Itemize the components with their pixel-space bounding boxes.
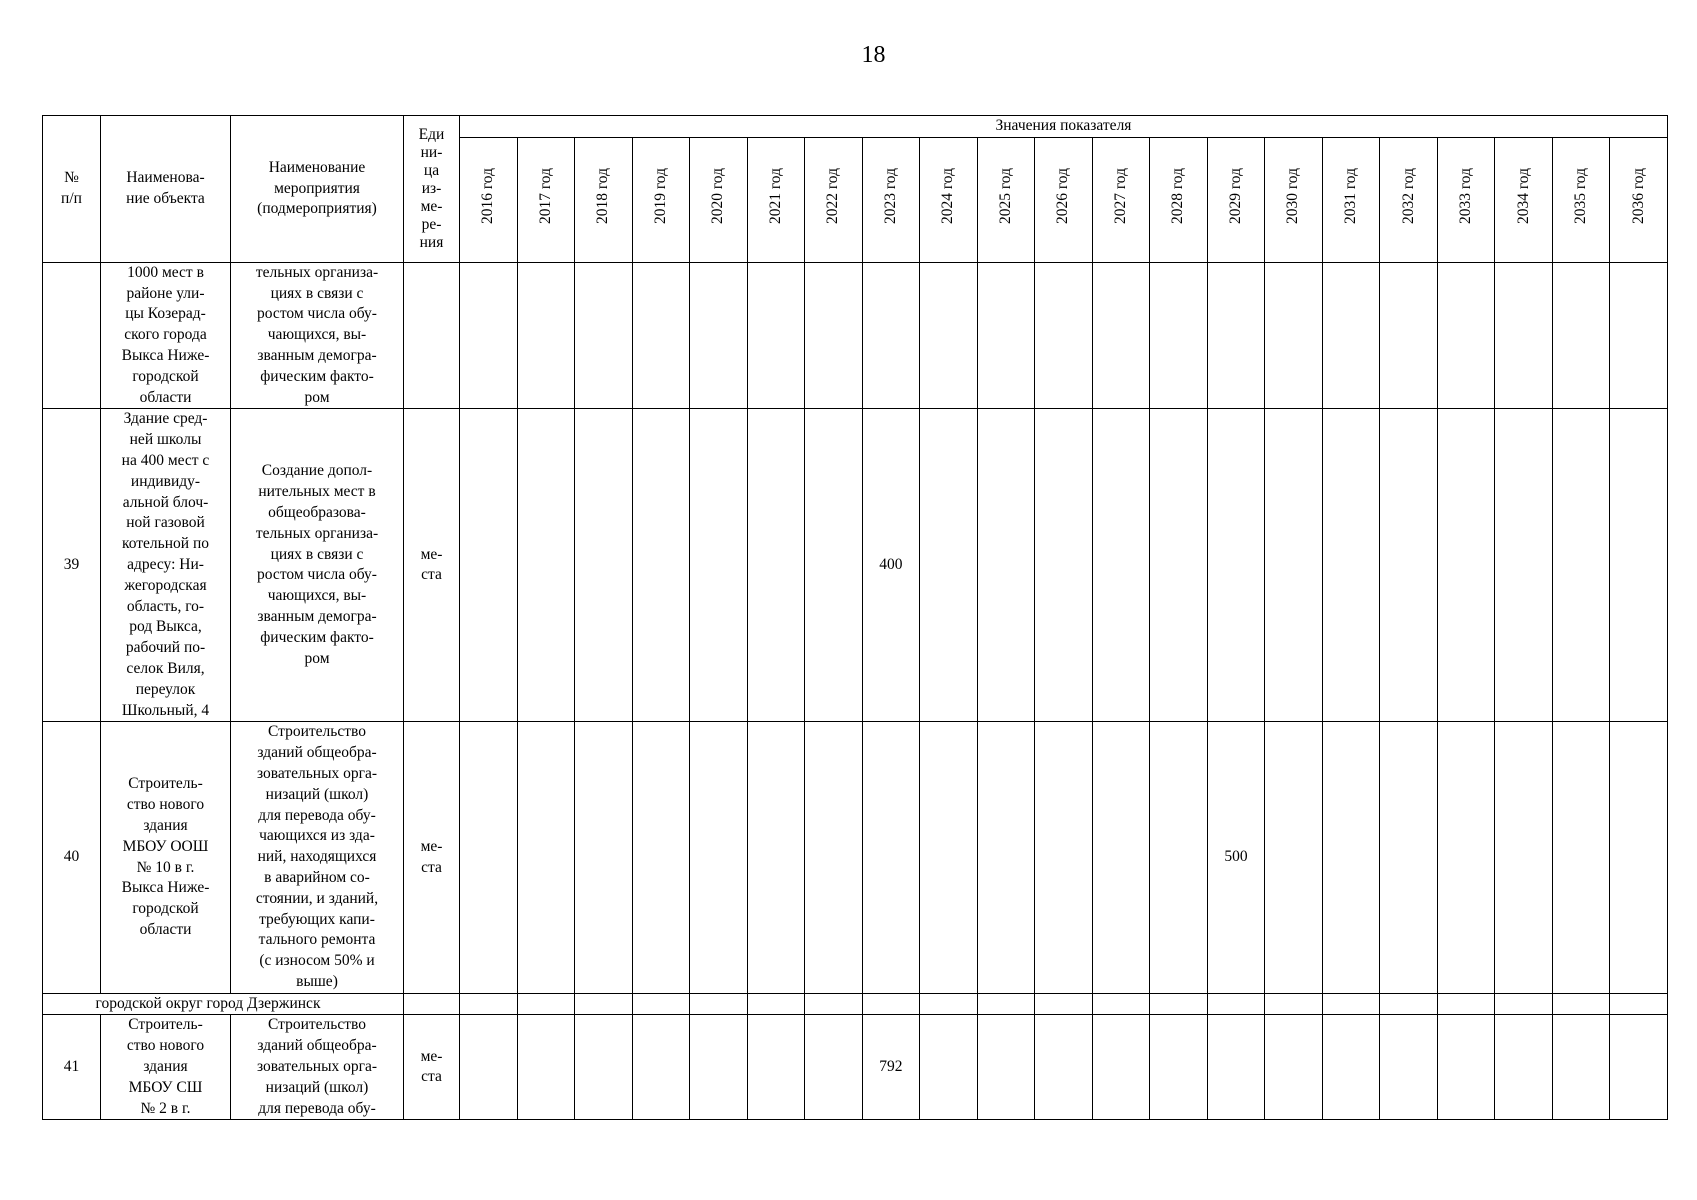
table-row <box>43 722 1668 993</box>
row-measure-line: Строительство <box>268 723 366 741</box>
row-object-line: МБОУ ООШ <box>122 837 209 855</box>
row-object-line: ство нового <box>126 796 205 814</box>
header-unit-line: ца <box>423 161 440 179</box>
row-measure <box>231 1015 404 1120</box>
year-header <box>1380 137 1438 262</box>
row-object-line: городской <box>132 900 199 918</box>
row-measure-line: званным демогра- <box>257 607 377 625</box>
year-value <box>1610 1015 1668 1120</box>
year-value <box>1207 262 1265 409</box>
year-header <box>690 137 748 262</box>
year-value <box>1265 722 1323 993</box>
row-num: 41 <box>43 1015 101 1120</box>
row-measure-line: в аварийном со- <box>264 868 370 886</box>
year-value <box>1035 722 1093 993</box>
section-year-cell <box>1495 993 1553 1015</box>
row-object-line: области <box>139 388 192 406</box>
header-unit-line: ре- <box>421 215 442 233</box>
header-values-title: Значения показателя <box>460 116 1668 138</box>
year-label: 2017 год <box>536 168 554 225</box>
header-measure <box>231 116 404 263</box>
year-value <box>1322 262 1380 409</box>
row-num: 40 <box>43 722 101 993</box>
row-object-line: переулок <box>135 680 196 698</box>
section-year-cell <box>1035 993 1093 1015</box>
year-value <box>517 409 575 722</box>
section-year-cell <box>1265 993 1323 1015</box>
year-label: 2032 год <box>1399 168 1417 225</box>
year-value <box>1552 722 1610 993</box>
row-measure-line: чающихся, вы- <box>267 326 367 344</box>
row-num: 39 <box>43 409 101 722</box>
table-row <box>43 409 1668 722</box>
row-measure-line: Создание допол- <box>261 462 373 480</box>
year-value <box>460 722 518 993</box>
row-object-line: ной газовой <box>126 514 205 532</box>
year-header <box>632 137 690 262</box>
row-object <box>101 262 231 409</box>
header-row <box>43 116 1668 138</box>
row-object-line: № 10 в г. <box>136 858 195 876</box>
section-year-cell <box>977 993 1035 1015</box>
header-num-line: п/п <box>61 189 82 207</box>
year-header <box>517 137 575 262</box>
year-label: 2035 год <box>1572 168 1590 225</box>
year-value <box>805 722 863 993</box>
year-label: 2034 год <box>1514 168 1532 225</box>
year-value <box>920 722 978 993</box>
row-measure-line: зовательных орга- <box>256 1058 378 1076</box>
year-header <box>1150 137 1208 262</box>
section-year-cell <box>1552 993 1610 1015</box>
table-row <box>43 1015 1668 1120</box>
row-measure <box>231 262 404 409</box>
row-unit-line: ме- <box>420 837 443 855</box>
row-measure-line: циях в связи с <box>270 284 364 302</box>
year-header <box>1610 137 1668 262</box>
row-object-line: Школьный, 4 <box>121 701 210 719</box>
year-value <box>1150 409 1208 722</box>
year-value <box>1495 262 1553 409</box>
section-year-cell <box>747 993 805 1015</box>
year-label: 2025 год <box>996 168 1014 225</box>
year-label: 2024 год <box>939 168 957 225</box>
year-header <box>920 137 978 262</box>
row-object-line: Строитель- <box>128 775 203 793</box>
row-object-line: Здание сред- <box>123 410 208 428</box>
year-header <box>460 137 518 262</box>
section-year-cell <box>632 993 690 1015</box>
row-measure-line: общеобразова- <box>268 503 366 521</box>
year-value <box>1035 262 1093 409</box>
year-value <box>1150 722 1208 993</box>
row-measure-line: тельных организа- <box>255 263 379 281</box>
row-measure-line: тельных организа- <box>255 524 379 542</box>
row-object <box>101 1015 231 1120</box>
section-year-cell <box>1610 993 1668 1015</box>
year-value <box>1495 722 1553 993</box>
year-label: 2028 год <box>1169 168 1187 225</box>
header-measure-line: (подмероприятия) <box>257 200 377 218</box>
year-value <box>920 1015 978 1120</box>
header-object <box>101 116 231 263</box>
row-object-line: индивиду- <box>130 472 201 490</box>
year-value <box>747 1015 805 1120</box>
row-measure-line: (с износом 50% и <box>259 952 375 970</box>
year-value <box>575 1015 633 1120</box>
page-number: 18 <box>861 42 886 68</box>
section-year-cell <box>920 993 978 1015</box>
year-value <box>805 409 863 722</box>
row-unit-line: ста <box>421 1068 442 1086</box>
row-measure-line: требующих капи- <box>259 910 375 928</box>
header-unit-line: ме- <box>420 197 443 215</box>
row-measure-line: выше) <box>296 972 338 990</box>
year-header <box>1207 137 1265 262</box>
year-header <box>1265 137 1323 262</box>
year-value <box>517 722 575 993</box>
row-unit-line: ме- <box>420 1047 443 1065</box>
year-value <box>1495 1015 1553 1120</box>
row-unit <box>404 409 460 722</box>
year-value <box>1092 409 1150 722</box>
year-value <box>1322 1015 1380 1120</box>
year-value <box>977 409 1035 722</box>
row-measure-line: циях в связи с <box>270 545 364 563</box>
row-object-line: городской <box>132 367 199 385</box>
section-year-cell <box>1092 993 1150 1015</box>
header-num <box>43 116 101 263</box>
year-header <box>977 137 1035 262</box>
year-value <box>1265 1015 1323 1120</box>
year-value <box>460 409 518 722</box>
year-value <box>1092 262 1150 409</box>
year-value <box>460 1015 518 1120</box>
row-object-line: на 400 мест с <box>121 451 210 469</box>
row-object <box>101 409 231 722</box>
row-object-line: рабочий по- <box>125 639 206 657</box>
row-measure <box>231 409 404 722</box>
header-num-line: № <box>64 169 79 187</box>
year-value <box>1092 1015 1150 1120</box>
row-object-line: ского города <box>124 326 207 344</box>
indicator-table <box>42 115 1668 1120</box>
row-object-line: область, го- <box>126 597 205 615</box>
year-value <box>1150 1015 1208 1120</box>
row-measure-line: нительных мест в <box>258 483 376 501</box>
year-value <box>862 722 920 993</box>
year-label: 2030 год <box>1284 168 1302 225</box>
year-value <box>575 262 633 409</box>
year-header <box>805 137 863 262</box>
year-header <box>1495 137 1553 262</box>
row-object <box>101 722 231 993</box>
row-object-line: здания <box>143 816 188 834</box>
section-title: городской округ город Дзержинск <box>43 993 404 1015</box>
row-unit-line: ста <box>421 566 442 584</box>
row-unit-line: ме- <box>420 545 443 563</box>
year-header <box>1437 137 1495 262</box>
year-value <box>1380 409 1438 722</box>
year-header <box>1322 137 1380 262</box>
row-unit <box>404 1015 460 1120</box>
year-value <box>690 1015 748 1120</box>
year-label: 2033 год <box>1457 168 1475 225</box>
year-value <box>1437 409 1495 722</box>
row-unit-line: ста <box>421 858 442 876</box>
year-value <box>1265 409 1323 722</box>
header-unit-line: из- <box>421 179 442 197</box>
year-value <box>920 262 978 409</box>
row-object-line: котельной по <box>121 535 209 553</box>
row-measure-line: ром <box>304 649 330 667</box>
section-year-cell <box>460 993 518 1015</box>
year-value <box>805 1015 863 1120</box>
year-value <box>1437 722 1495 993</box>
row-measure-line: для перевода обу- <box>258 1099 376 1117</box>
year-label: 2020 год <box>709 168 727 225</box>
year-label: 2031 год <box>1341 168 1359 225</box>
year-value <box>632 1015 690 1120</box>
row-object-line: ней школы <box>129 431 202 449</box>
row-measure-line: фическим факто- <box>260 628 374 646</box>
year-header <box>862 137 920 262</box>
header-unit <box>404 116 460 263</box>
row-measure-line: ростом числа обу- <box>257 305 377 323</box>
year-value <box>1437 1015 1495 1120</box>
row-object-line: здания <box>143 1058 188 1076</box>
year-value: 792 <box>862 1015 920 1120</box>
year-value <box>575 722 633 993</box>
year-value: 500 <box>1207 722 1265 993</box>
year-label: 2029 год <box>1226 168 1244 225</box>
section-year-cell <box>1437 993 1495 1015</box>
year-header <box>575 137 633 262</box>
year-value <box>1035 409 1093 722</box>
year-value <box>1610 409 1668 722</box>
year-value <box>460 262 518 409</box>
table-row <box>43 262 1668 409</box>
year-label: 2022 год <box>824 168 842 225</box>
row-object-line: МБОУ СШ <box>128 1078 203 1096</box>
year-value <box>1265 262 1323 409</box>
section-row <box>43 993 1668 1015</box>
year-value <box>1380 722 1438 993</box>
year-value <box>517 262 575 409</box>
year-value <box>1552 1015 1610 1120</box>
row-measure-line: ростом числа обу- <box>257 566 377 584</box>
row-object-line: области <box>139 920 192 938</box>
row-object-line: районе ули- <box>126 284 205 302</box>
year-value <box>977 262 1035 409</box>
year-header <box>1092 137 1150 262</box>
year-header <box>1035 137 1093 262</box>
header-unit-line: Еди <box>418 125 445 143</box>
row-object-line: селок Виля, <box>126 659 205 677</box>
row-measure-line: фическим факто- <box>260 367 374 385</box>
year-label: 2016 год <box>479 168 497 225</box>
section-year-cell <box>517 993 575 1015</box>
year-label: 2026 год <box>1054 168 1072 225</box>
year-value <box>1380 262 1438 409</box>
row-object-line: № 2 в г. <box>140 1099 191 1117</box>
year-value <box>1322 409 1380 722</box>
header-unit-line: ни- <box>420 143 443 161</box>
row-measure-line: чающихся из зда- <box>259 827 375 845</box>
row-object-line: жегородская <box>124 576 207 594</box>
year-value <box>977 722 1035 993</box>
row-num <box>43 262 101 409</box>
year-value <box>517 1015 575 1120</box>
row-measure-line: ний, находящихся <box>257 848 377 866</box>
row-measure-line: чающихся, вы- <box>267 587 367 605</box>
row-measure-line: низаций (школ) <box>265 1078 369 1096</box>
row-measure-line: Строительство <box>268 1016 366 1034</box>
row-unit <box>404 262 460 409</box>
row-object-line: 1000 мест в <box>127 263 204 281</box>
row-object-line: адресу: Ни- <box>127 555 204 573</box>
row-object-line: ство нового <box>126 1037 205 1055</box>
row-measure-line: стоянии, и зданий, <box>255 889 379 907</box>
row-object-line: цы Козерад- <box>125 305 206 323</box>
year-value <box>632 262 690 409</box>
year-value <box>747 409 805 722</box>
year-value <box>1610 722 1668 993</box>
header-unit-line: ния <box>419 233 444 251</box>
year-value: 400 <box>862 409 920 722</box>
year-value <box>747 722 805 993</box>
year-label: 2019 год <box>651 168 669 225</box>
section-year-cell <box>690 993 748 1015</box>
year-header <box>1552 137 1610 262</box>
year-value <box>632 409 690 722</box>
year-label: 2018 год <box>594 168 612 225</box>
year-value <box>575 409 633 722</box>
row-measure-line: ром <box>304 388 330 406</box>
header-object-line: Наименова- <box>126 169 205 187</box>
year-value <box>1207 409 1265 722</box>
row-object-line: Выкса Ниже- <box>121 879 210 897</box>
year-value <box>977 1015 1035 1120</box>
row-object-line: род Выкса, <box>129 618 202 636</box>
row-measure-line: зданий общеобра- <box>257 1037 377 1055</box>
row-object-line: альной блоч- <box>122 493 209 511</box>
row-object-line: Строитель- <box>128 1016 203 1034</box>
row-measure-line: зовательных орга- <box>256 764 378 782</box>
section-year-cell <box>862 993 920 1015</box>
header-object-line: ние объекта <box>126 189 205 207</box>
section-year-cell <box>1322 993 1380 1015</box>
header-measure-line: Наименование <box>268 158 366 176</box>
row-measure-line: званным демогра- <box>257 346 377 364</box>
header-measure-line: мероприятия <box>274 179 360 197</box>
year-value <box>1207 1015 1265 1120</box>
year-value <box>1035 1015 1093 1120</box>
year-header <box>747 137 805 262</box>
year-value <box>747 262 805 409</box>
row-measure-line: для перевода обу- <box>258 806 376 824</box>
year-value <box>690 722 748 993</box>
year-value <box>1380 1015 1438 1120</box>
row-measure-line: тального ремонта <box>258 931 376 949</box>
year-value <box>1495 409 1553 722</box>
year-label: 2036 год <box>1629 168 1647 225</box>
row-object-line: Выкса Ниже- <box>121 346 210 364</box>
year-value <box>1150 262 1208 409</box>
section-year-cell <box>805 993 863 1015</box>
section-unit-cell <box>404 993 460 1015</box>
year-value <box>920 409 978 722</box>
year-value <box>690 409 748 722</box>
year-value <box>805 262 863 409</box>
row-measure-line: зданий общеобра- <box>257 744 377 762</box>
row-measure <box>231 722 404 993</box>
year-value <box>1092 722 1150 993</box>
section-year-cell <box>575 993 633 1015</box>
section-year-cell <box>1207 993 1265 1015</box>
row-measure-line: низаций (школ) <box>265 785 369 803</box>
year-value <box>632 722 690 993</box>
year-value <box>862 262 920 409</box>
row-unit <box>404 722 460 993</box>
section-year-cell <box>1150 993 1208 1015</box>
section-year-cell <box>1380 993 1438 1015</box>
year-label: 2023 год <box>881 168 899 225</box>
year-value <box>1552 262 1610 409</box>
year-label: 2027 год <box>1111 168 1129 225</box>
year-value <box>690 262 748 409</box>
year-value <box>1322 722 1380 993</box>
year-value <box>1610 262 1668 409</box>
year-label: 2021 год <box>766 168 784 225</box>
year-value <box>1552 409 1610 722</box>
year-value <box>1437 262 1495 409</box>
